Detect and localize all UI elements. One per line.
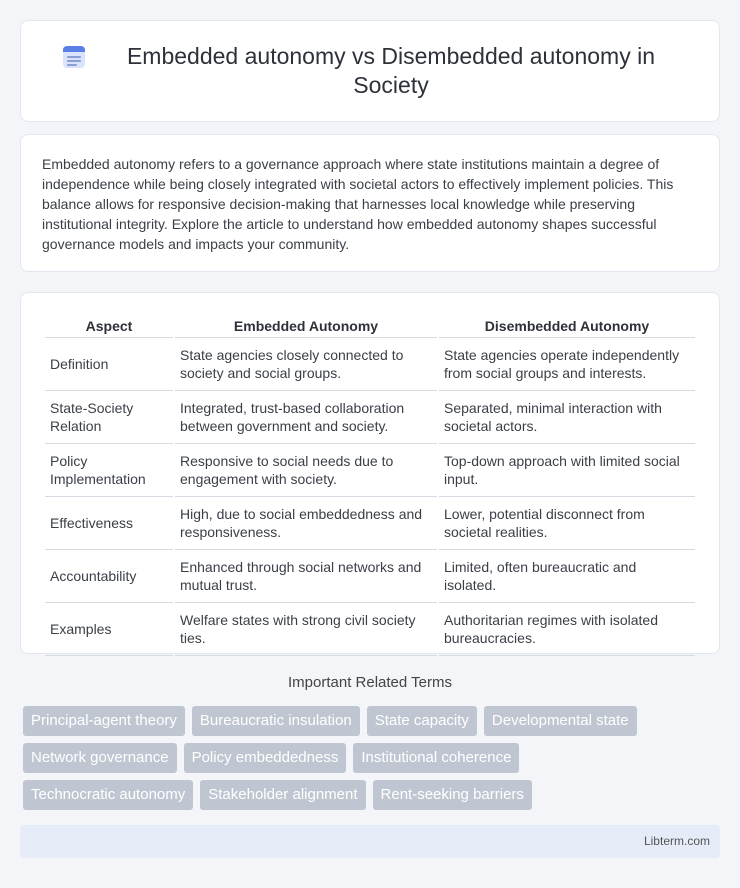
row-embedded: High, due to social embeddedness and responsiveness. xyxy=(175,497,437,550)
header-embedded: Embedded Autonomy xyxy=(175,313,437,338)
table-row xyxy=(45,497,695,550)
row-aspect: Examples xyxy=(45,603,173,656)
tag-network-governance[interactable]: Network governance xyxy=(23,743,177,773)
comparison-table xyxy=(43,313,697,656)
tag-row xyxy=(23,780,723,810)
tag-stakeholder-alignment[interactable]: Stakeholder alignment xyxy=(200,780,365,810)
intro-text: Embedded autonomy refers to a governance approach where state institutions maintain a degree of independence while being closely integrated with societal actors to effectively implement policies. This balance allows for responsive decision-making that harnesses local knowledge while preserving institutional integrity. Explore the article to understand how embedded autonomy shapes successful governance models and impacts your community. xyxy=(42,156,674,252)
row-disembedded: Top-down approach with limited social input. xyxy=(439,444,695,497)
row-disembedded: Separated, minimal interaction with societal actors. xyxy=(439,391,695,444)
tag-rent-seeking-barriers[interactable]: Rent-seeking barriers xyxy=(373,780,532,810)
intro-card xyxy=(20,134,720,272)
tag-state-capacity[interactable]: State capacity xyxy=(367,706,477,736)
tag-row xyxy=(23,743,723,773)
tag-technocratic-autonomy[interactable]: Technocratic autonomy xyxy=(23,780,193,810)
table-row xyxy=(45,550,695,603)
header-aspect: Aspect xyxy=(45,313,173,338)
row-disembedded: Authoritarian regimes with isolated bureaucracies. xyxy=(439,603,695,656)
row-embedded: Welfare states with strong civil society ties. xyxy=(175,603,437,656)
header-disembedded: Disembedded Autonomy xyxy=(439,313,695,338)
header-card xyxy=(20,20,720,122)
row-embedded: Enhanced through social networks and mutual trust. xyxy=(175,550,437,603)
tag-principal-agent-theory[interactable]: Principal-agent theory xyxy=(23,706,185,736)
row-aspect: Definition xyxy=(45,338,173,391)
row-embedded: Integrated, trust-based collaboration between government and society. xyxy=(175,391,437,444)
tag-developmental-state[interactable]: Developmental state xyxy=(484,706,637,736)
related-terms-list xyxy=(23,706,723,817)
tag-institutional-coherence[interactable]: Institutional coherence xyxy=(353,743,519,773)
table-row xyxy=(45,603,695,656)
row-aspect: State-Society Relation xyxy=(45,391,173,444)
comparison-table-card xyxy=(20,292,720,654)
table-header-row xyxy=(45,313,695,338)
tag-policy-embeddedness[interactable]: Policy embeddedness xyxy=(184,743,347,773)
tag-row xyxy=(23,706,723,736)
document-icon xyxy=(61,44,87,70)
row-embedded: Responsive to social needs due to engagement with society. xyxy=(175,444,437,497)
table-row xyxy=(45,444,695,497)
row-disembedded: Limited, often bureaucratic and isolated. xyxy=(439,550,695,603)
row-aspect: Policy Implementation xyxy=(45,444,173,497)
footer-site-link[interactable]: Libterm.com xyxy=(643,834,710,848)
tag-bureaucratic-insulation[interactable]: Bureaucratic insulation xyxy=(192,706,360,736)
row-disembedded: State agencies operate independently from social groups and interests. xyxy=(439,338,695,391)
page-title: Embedded autonomy vs Disembedded autonomy in Society xyxy=(126,43,656,98)
footer xyxy=(20,825,720,858)
row-aspect: Effectiveness xyxy=(45,497,173,550)
table-row xyxy=(45,391,695,444)
related-terms-title: Important Related Terms xyxy=(288,674,452,691)
row-aspect: Accountability xyxy=(45,550,173,603)
row-embedded: State agencies closely connected to society and social groups. xyxy=(175,338,437,391)
table-row xyxy=(45,338,695,391)
row-disembedded: Lower, potential disconnect from societal realities. xyxy=(439,497,695,550)
